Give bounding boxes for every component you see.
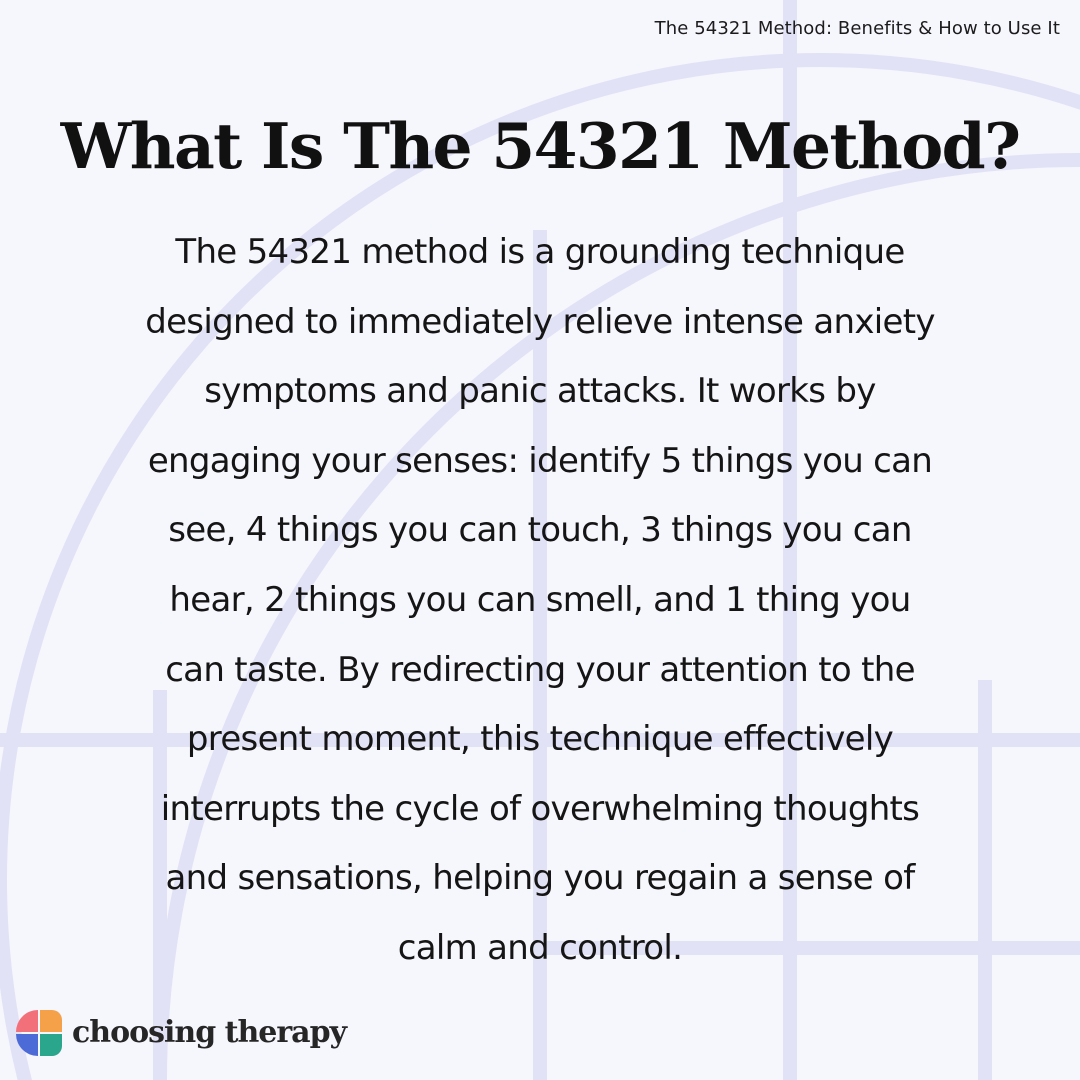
body-line: see, 4 things you can touch, 3 things you can <box>168 510 912 551</box>
page-title: What Is The 54321 Method? <box>60 109 1020 183</box>
body-line: can taste. By redirecting your attention to the <box>165 649 915 690</box>
body-line: engaging your senses: identify 5 things you can <box>147 440 933 481</box>
body-line: interrupts the cycle of overwhelming thoughts <box>160 788 920 829</box>
brand-logo-lockup <box>14 1008 346 1058</box>
logo-quadrant-bottom-right <box>40 1034 62 1056</box>
brand-name: choosing therapy <box>72 1015 347 1050</box>
logo-quadrant-bottom-left <box>16 1034 38 1056</box>
logo-quadrant-top-right <box>40 1010 62 1032</box>
body-paragraph <box>50 218 1030 984</box>
body-line: symptoms and panic attacks. It works by <box>204 371 876 412</box>
body-line: and sensations, helping you regain a sense of <box>165 858 915 899</box>
body-line: present moment, this technique effectively <box>186 719 894 760</box>
choosing-therapy-logo-icon <box>14 1008 64 1058</box>
document-title: The 54321 Method: Benefits & How to Use It <box>654 18 1060 39</box>
body-line: hear, 2 things you can smell, and 1 thing you <box>169 579 911 620</box>
body-line: calm and control. <box>397 927 683 968</box>
logo-quadrant-top-left <box>16 1010 38 1032</box>
body-line: designed to immediately relieve intense anxiety <box>145 301 935 342</box>
body-line: The 54321 method is a grounding technique <box>175 232 905 272</box>
